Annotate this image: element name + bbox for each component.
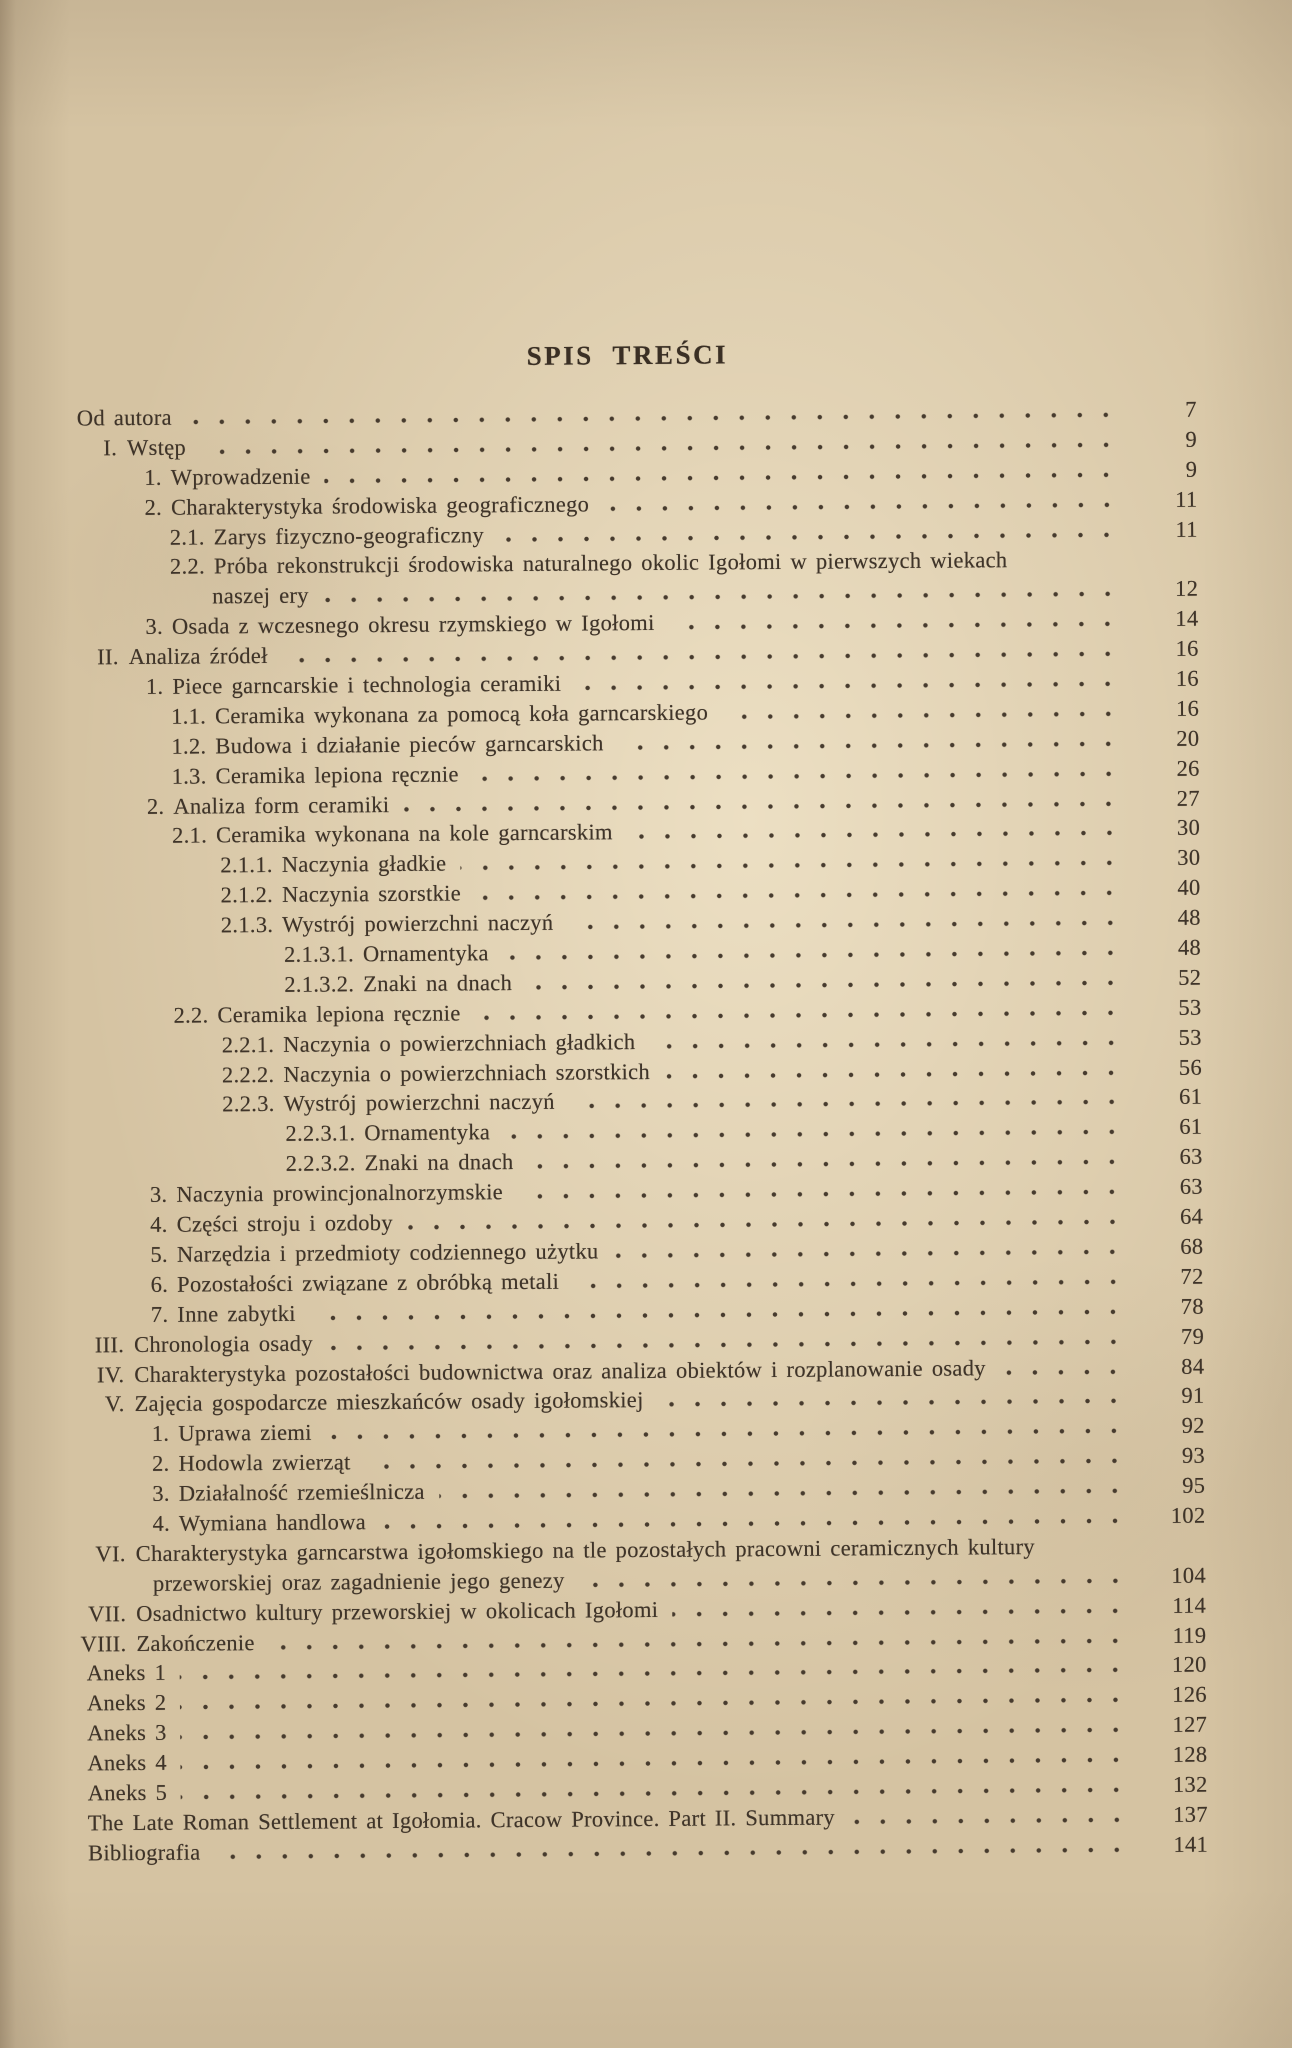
toc-entry-number: 2.2.2. (221, 1061, 275, 1087)
toc-page-number: 126 (1172, 1681, 1207, 1708)
dot-leader (517, 1188, 1125, 1199)
toc-entry-text: Wstęp (126, 434, 187, 460)
toc-entry-number: 4. (152, 1510, 171, 1536)
toc-entry-number: VII. (88, 1600, 127, 1627)
toc-entry-number: 2.2. (169, 553, 206, 580)
toc-entry-text: Wprowadzenie (170, 463, 311, 490)
dot-leader (475, 1009, 1124, 1020)
toc-page-number: 127 (1172, 1711, 1208, 1738)
dot-leader (214, 1846, 1130, 1859)
toc-entry-number: 2. (144, 494, 163, 520)
toc-entry-text: Budowa i działanie pieców garncarskich (215, 730, 604, 759)
toc-entry-text: Analiza form ceramiki (173, 791, 390, 819)
toc-page-number: 91 (1181, 1383, 1205, 1409)
toc-page-number: 128 (1172, 1741, 1208, 1767)
toc-entry-number: 2. (151, 1450, 170, 1477)
toc-page-number: 72 (1180, 1263, 1204, 1289)
toc-entry-number: 1.2. (171, 733, 207, 759)
page-title: SPIS TREŚCI (526, 339, 729, 371)
toc-page-number: 102 (1170, 1502, 1206, 1528)
toc-page-number: 12 (1174, 576, 1199, 602)
toc-entry-number: 2.1.3. (220, 912, 274, 938)
toc-entry-number: 4. (150, 1211, 168, 1237)
toc-entry-number: 3. (145, 614, 164, 640)
dot-leader (526, 979, 1123, 990)
toc-page-number: 48 (1177, 934, 1202, 960)
toc-entry-text: Ornamentyka (362, 940, 489, 967)
toc-entry-number: 2.1. (169, 524, 205, 550)
dot-leader (365, 1457, 1127, 1469)
dot-leader (722, 710, 1121, 719)
toc-entry-text: Charakterystyka środowiska geograficznego (170, 491, 590, 520)
toc-entry-text: Zakończenie (136, 1629, 255, 1656)
toc-page-number: 141 (1173, 1831, 1209, 1857)
toc-page-number: 40 (1177, 874, 1201, 901)
toc-entry-text: Naczynia prowincjonalnorzymskie (176, 1179, 504, 1207)
toc-page-number: 52 (1178, 964, 1202, 990)
toc-page-number: 92 (1181, 1412, 1205, 1439)
toc-entry-number: 2.1.3.1. (283, 941, 355, 967)
toc-entry-text: Aneks 5 (87, 1779, 168, 1806)
toc-entry-number: 2.2.3.2. (285, 1150, 356, 1177)
dot-leader (282, 650, 1121, 663)
toc-entry-text: Aneks 4 (87, 1749, 167, 1776)
toc-entry-text: Zajęcia gospodarcze mieszkańców osady igołomskiej (134, 1387, 644, 1417)
dot-leader (658, 1398, 1127, 1408)
toc-entry-text: Wystrój powierzchni naczyń (282, 909, 554, 938)
toc-page-number: 20 (1176, 725, 1200, 751)
dot-leader (603, 501, 1119, 511)
toc-page-number: 68 (1180, 1233, 1204, 1259)
toc-entry-text: Ceramika lepiona ręcznie (217, 1000, 461, 1028)
toc-entry-text: The Late Roman Settlement at Igołomia. Cracow Province. Part II. Summary (87, 1804, 835, 1836)
dot-leader (627, 830, 1122, 840)
toc-entry-text: Naczynia gładkie (281, 850, 447, 878)
toc-page-number: 95 (1182, 1472, 1206, 1498)
dot-leader (325, 471, 1120, 483)
toc-page-number: 11 (1175, 486, 1198, 512)
toc-page-number: 30 (1177, 845, 1201, 871)
toc-entry-number: 1.1. (171, 703, 207, 729)
toc-entry-text: Inne zabytki (177, 1300, 296, 1327)
toc-page-number: 120 (1171, 1652, 1207, 1678)
toc-entry-number: 2.1.3.2. (284, 971, 355, 997)
toc-page-number: 27 (1176, 785, 1200, 811)
toc-entry-text: Ornamentyka (364, 1119, 491, 1146)
toc-entry-number: 7. (150, 1301, 169, 1327)
toc-entry-number: 2.2.3. (222, 1091, 275, 1117)
toc-page-number: 16 (1175, 665, 1200, 691)
dot-leader (573, 1278, 1126, 1288)
toc-page-number: 119 (1172, 1622, 1207, 1648)
toc-entry-text: przeworskiej oraz zagadnienie jego genezy (152, 1567, 565, 1596)
toc-entry-number: 5. (150, 1241, 168, 1267)
dot-leader (475, 890, 1123, 901)
toc-entry-text: Naczynia szorstkie (281, 880, 462, 908)
dot-leader (503, 949, 1123, 960)
toc-page-number: 7 (1185, 396, 1197, 422)
dot-leader (439, 1487, 1128, 1498)
dot-leader (849, 1816, 1130, 1824)
toc-entry-text: Od autora (76, 404, 172, 431)
toc-entry-number: 2. (146, 793, 165, 819)
dot-leader (180, 1697, 1129, 1710)
toc-page-number: 137 (1173, 1801, 1208, 1827)
toc-entry-number: 2.2.3.1. (285, 1120, 356, 1147)
toc-entry-number: 1.3. (171, 763, 207, 789)
dot-leader (181, 1786, 1130, 1799)
toc-page-number: 132 (1172, 1771, 1208, 1797)
dot-leader (327, 1338, 1126, 1350)
toc-page-number: 9 (1185, 426, 1198, 452)
dot-leader (613, 1248, 1126, 1258)
toc-entry-text: Znaki na dnach (363, 969, 513, 997)
dot-leader (181, 1756, 1130, 1769)
dot-leader (323, 591, 1120, 603)
toc-page-number: 84 (1181, 1353, 1205, 1379)
dot-leader (498, 531, 1120, 542)
toc-entry-number: IV. (96, 1361, 125, 1387)
toc-entry-text: Wystrój powierzchni naczyń (283, 1089, 555, 1117)
dot-leader (326, 1428, 1127, 1440)
dot-leader (569, 1099, 1124, 1109)
toc-page-number: 79 (1180, 1323, 1205, 1349)
toc-entry-number: 2.2.1. (221, 1031, 275, 1058)
toc-page-number: 114 (1172, 1592, 1207, 1618)
dot-leader (181, 1726, 1130, 1739)
dot-leader (669, 621, 1121, 631)
toc-entry-number: 1. (151, 1421, 170, 1447)
dot-leader (528, 1159, 1125, 1170)
dot-leader (473, 770, 1122, 781)
toc-entry-text: Ceramika lepiona ręcznie (215, 761, 459, 789)
toc-page-number: 16 (1175, 695, 1200, 721)
dot-leader (200, 441, 1119, 454)
toc-page-number: 53 (1178, 1024, 1202, 1050)
toc-entry-text: Narzędzia i przedmioty codziennego użytku (176, 1238, 599, 1267)
toc-entry-number: VIII. (80, 1630, 127, 1656)
dot-leader (180, 1667, 1129, 1680)
toc-page-number: 61 (1178, 1084, 1203, 1110)
toc-entry-text: Chronologia osady (134, 1330, 313, 1357)
toc-entry-text: Części stroju i ozdoby (176, 1210, 393, 1237)
toc-entry-text: Aneks 2 (86, 1690, 167, 1716)
dot-leader (567, 919, 1122, 929)
toc-entry-text: Osadnictwo kultury przeworskiej w okolicach Igołomi (136, 1596, 659, 1626)
toc-entry-text: Naczynia o powierzchniach szorstkich (283, 1058, 651, 1087)
toc-list (59, 397, 1208, 1871)
toc-entry-text: Hodowla zwierząt (178, 1449, 351, 1476)
toc-entry-number: I. (103, 435, 118, 461)
dot-leader (380, 1517, 1128, 1529)
toc-entry-number: III. (94, 1331, 125, 1357)
toc-entry-text: Pozostałości związane z obróbką metali (177, 1268, 560, 1297)
toc-page-number: 61 (1179, 1114, 1203, 1140)
toc-entry-number: V. (104, 1391, 125, 1417)
toc-entry-number: VI. (95, 1540, 126, 1567)
toc-entry-text: Zarys fizyczno-geograficzny (213, 521, 485, 549)
toc-entry-number: 2.1.1. (220, 852, 273, 878)
toc-entry-text: Znaki na dnach (364, 1149, 514, 1176)
toc-entry-text: Ceramika wykonana za pomocą koła garncarskiego (215, 699, 709, 729)
toc-entry-number: 2.2. (173, 1002, 209, 1028)
dot-leader (664, 1069, 1124, 1079)
toc-page-number: 56 (1178, 1054, 1203, 1080)
toc-page-number: 93 (1181, 1442, 1206, 1468)
toc-entry-text: Aneks 1 (86, 1660, 167, 1686)
toc-page-number: 11 (1175, 516, 1198, 542)
dot-leader (407, 1218, 1125, 1230)
toc-entry-text: Bibliografia (88, 1839, 201, 1866)
toc-page-number: 63 (1179, 1143, 1203, 1170)
dot-leader (649, 1039, 1123, 1049)
toc-entry-text: Charakterystyka pozostałości budownictwa oraz analiza obiektów i rozplanowanie osady (134, 1354, 986, 1387)
dot-leader (269, 1637, 1129, 1650)
toc-entry-number: 1. (144, 464, 162, 490)
toc-entry-number: 1. (145, 673, 164, 699)
toc-entry-text: Uprawa ziemi (178, 1419, 312, 1446)
toc-entry-number: 2.1.2. (220, 882, 274, 908)
dot-leader (672, 1607, 1128, 1617)
dot-leader (579, 1577, 1128, 1587)
toc-entry-text: Analiza źródeł (128, 643, 268, 670)
toc-entry-text: Próba rekonstrukcji środowiska naturalnego okolic Igołomi w pierwszych wiekach (213, 547, 1008, 579)
toc-page-number: 78 (1180, 1293, 1204, 1319)
toc-entry-number: II. (97, 644, 119, 670)
toc-page-number: 104 (1171, 1562, 1207, 1588)
toc-entry-text: Wymiana handlowa (178, 1509, 367, 1536)
toc-page-number: 26 (1176, 755, 1200, 781)
dot-leader (575, 680, 1121, 690)
toc-entry-number: 3. (149, 1181, 168, 1208)
toc-entry-number: 3. (152, 1480, 170, 1506)
dot-leader (310, 1308, 1126, 1320)
toc-entry-text: Charakterystyka garncarstwa igołomskiego na tle pozostałych pracowni ceramicznych kultury (135, 1533, 1035, 1566)
toc-entry-text: naszej ery (212, 582, 309, 609)
toc-page-number: 16 (1175, 635, 1199, 661)
toc-page-number: 64 (1179, 1203, 1204, 1229)
dot-leader (1000, 1368, 1127, 1375)
toc-page-number: 9 (1185, 456, 1198, 482)
dot-leader (460, 860, 1122, 871)
toc-entry-text: Naczynia o powierzchniach gładkich (283, 1028, 636, 1057)
toc-entry-number: 6. (150, 1271, 169, 1297)
toc-entry-text: Osada z wczesnego okresu rzymskiego w Igołomi (171, 610, 655, 639)
dot-leader (186, 411, 1119, 424)
toc-entry-text: Działalność rzemieślnicza (178, 1478, 425, 1506)
toc-entry-number: 2.1. (172, 822, 208, 849)
toc-page-number: 14 (1175, 605, 1199, 632)
toc-entry-text: Aneks 3 (87, 1719, 167, 1746)
toc-entry-text: Ceramika wykonana na kole garncarskim (215, 819, 613, 848)
dot-leader (403, 800, 1122, 812)
dot-leader (504, 1129, 1124, 1140)
toc-entry-text: Piece garncarskie i technologia ceramiki (172, 670, 562, 699)
toc-page-number: 53 (1178, 994, 1202, 1020)
toc-page-number: 63 (1179, 1173, 1203, 1199)
toc-page-number: 30 (1176, 815, 1201, 841)
toc-page-number: 48 (1177, 904, 1201, 930)
dot-leader (618, 740, 1122, 750)
